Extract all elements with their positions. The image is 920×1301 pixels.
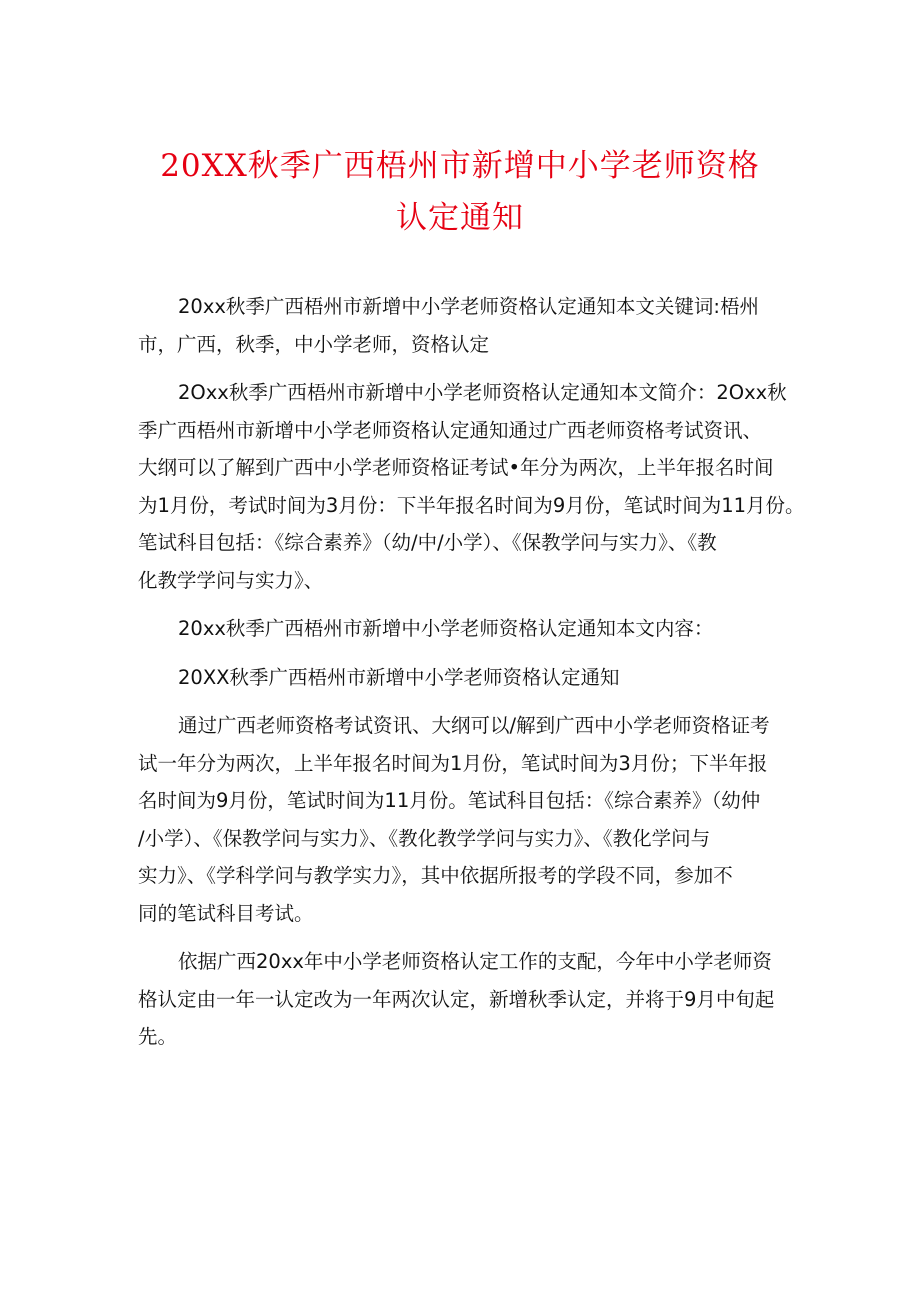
paragraph-line: 20xx秋季广西梧州市新增中小学老师资格认定通知本文关键词:梧州 <box>178 295 759 318</box>
document-title <box>120 140 800 244</box>
paragraph-line: 格认定由一年一认定改为一年两次认定，新增秋季认定，并将于9月中旬起 <box>138 987 775 1011</box>
title-line: 认定通知 <box>396 200 524 236</box>
paragraph-line: 2Oxx秋季广西梧州市新增中小学老师资格认定通知本文简介：2Oxx秋 <box>178 381 787 404</box>
paragraph-line: 通过广西老师资格考试资讯、大纲可以/解到广西中小学老师资格证考 <box>178 714 770 737</box>
paragraph <box>138 610 798 648</box>
paragraph-line: 市，广西，秋季，中小学老师，资格认定 <box>138 332 490 356</box>
paragraph-line: 名时间为9月份，笔试时间为11月份。笔试科目包括：《综合素养》（幼仲 <box>138 789 761 812</box>
paragraph <box>138 707 798 932</box>
paragraph-line: 实力》、《学科学问与教学实力》，其中依据所报考的学段不同，参加不 <box>138 864 733 887</box>
paragraph-line: 先。 <box>138 1025 178 1048</box>
paragraph <box>138 943 798 1056</box>
paragraph-line: 季广西梧州市新增中小学老师资格认定通知通过广西老师资格考试资讯、 <box>138 418 763 442</box>
paragraph-line: /小学）、《保教学问与实力》、《教化教学学问与实力》、《教化学问与 <box>138 826 711 850</box>
paragraph-line: 大纲可以了解到广西中小学老师资格证考试•年分为两次，上半年报名时间 <box>138 456 774 479</box>
paragraph-line: 为1月份，考试时间为3月份：下半年报名时间为9月份，笔试时间为11月份。 <box>138 493 805 517</box>
paragraph-line: 依据广西20xx年中小学老师资格认定工作的支配，今年中小学老师资 <box>178 950 772 973</box>
paragraph-line: 同的笔试科目考试。 <box>138 901 314 925</box>
document-body <box>138 288 805 1067</box>
paragraph-line: 20xx秋季广西梧州市新增中小学老师资格认定通知本文内容： <box>178 617 714 640</box>
paragraph-line: 20XX秋季广西梧州市新增中小学老师资格认定通知 <box>178 665 620 689</box>
paragraph-line: 笔试科目包括：《综合素养》（幼/中/小学）、《保教学问与实力》、《教 <box>138 531 717 554</box>
paragraph <box>138 659 798 697</box>
paragraph-line: 试一年分为两次，上半年报名时间为1月份，笔试时间为3月份；下半年报 <box>138 751 768 775</box>
paragraph-line: 化教学学问与实力》、 <box>138 568 324 592</box>
paragraph <box>138 288 798 363</box>
paragraph <box>138 374 805 599</box>
title-line: 20XX秋季广西梧州市新增中小学老师资格 <box>160 148 760 184</box>
